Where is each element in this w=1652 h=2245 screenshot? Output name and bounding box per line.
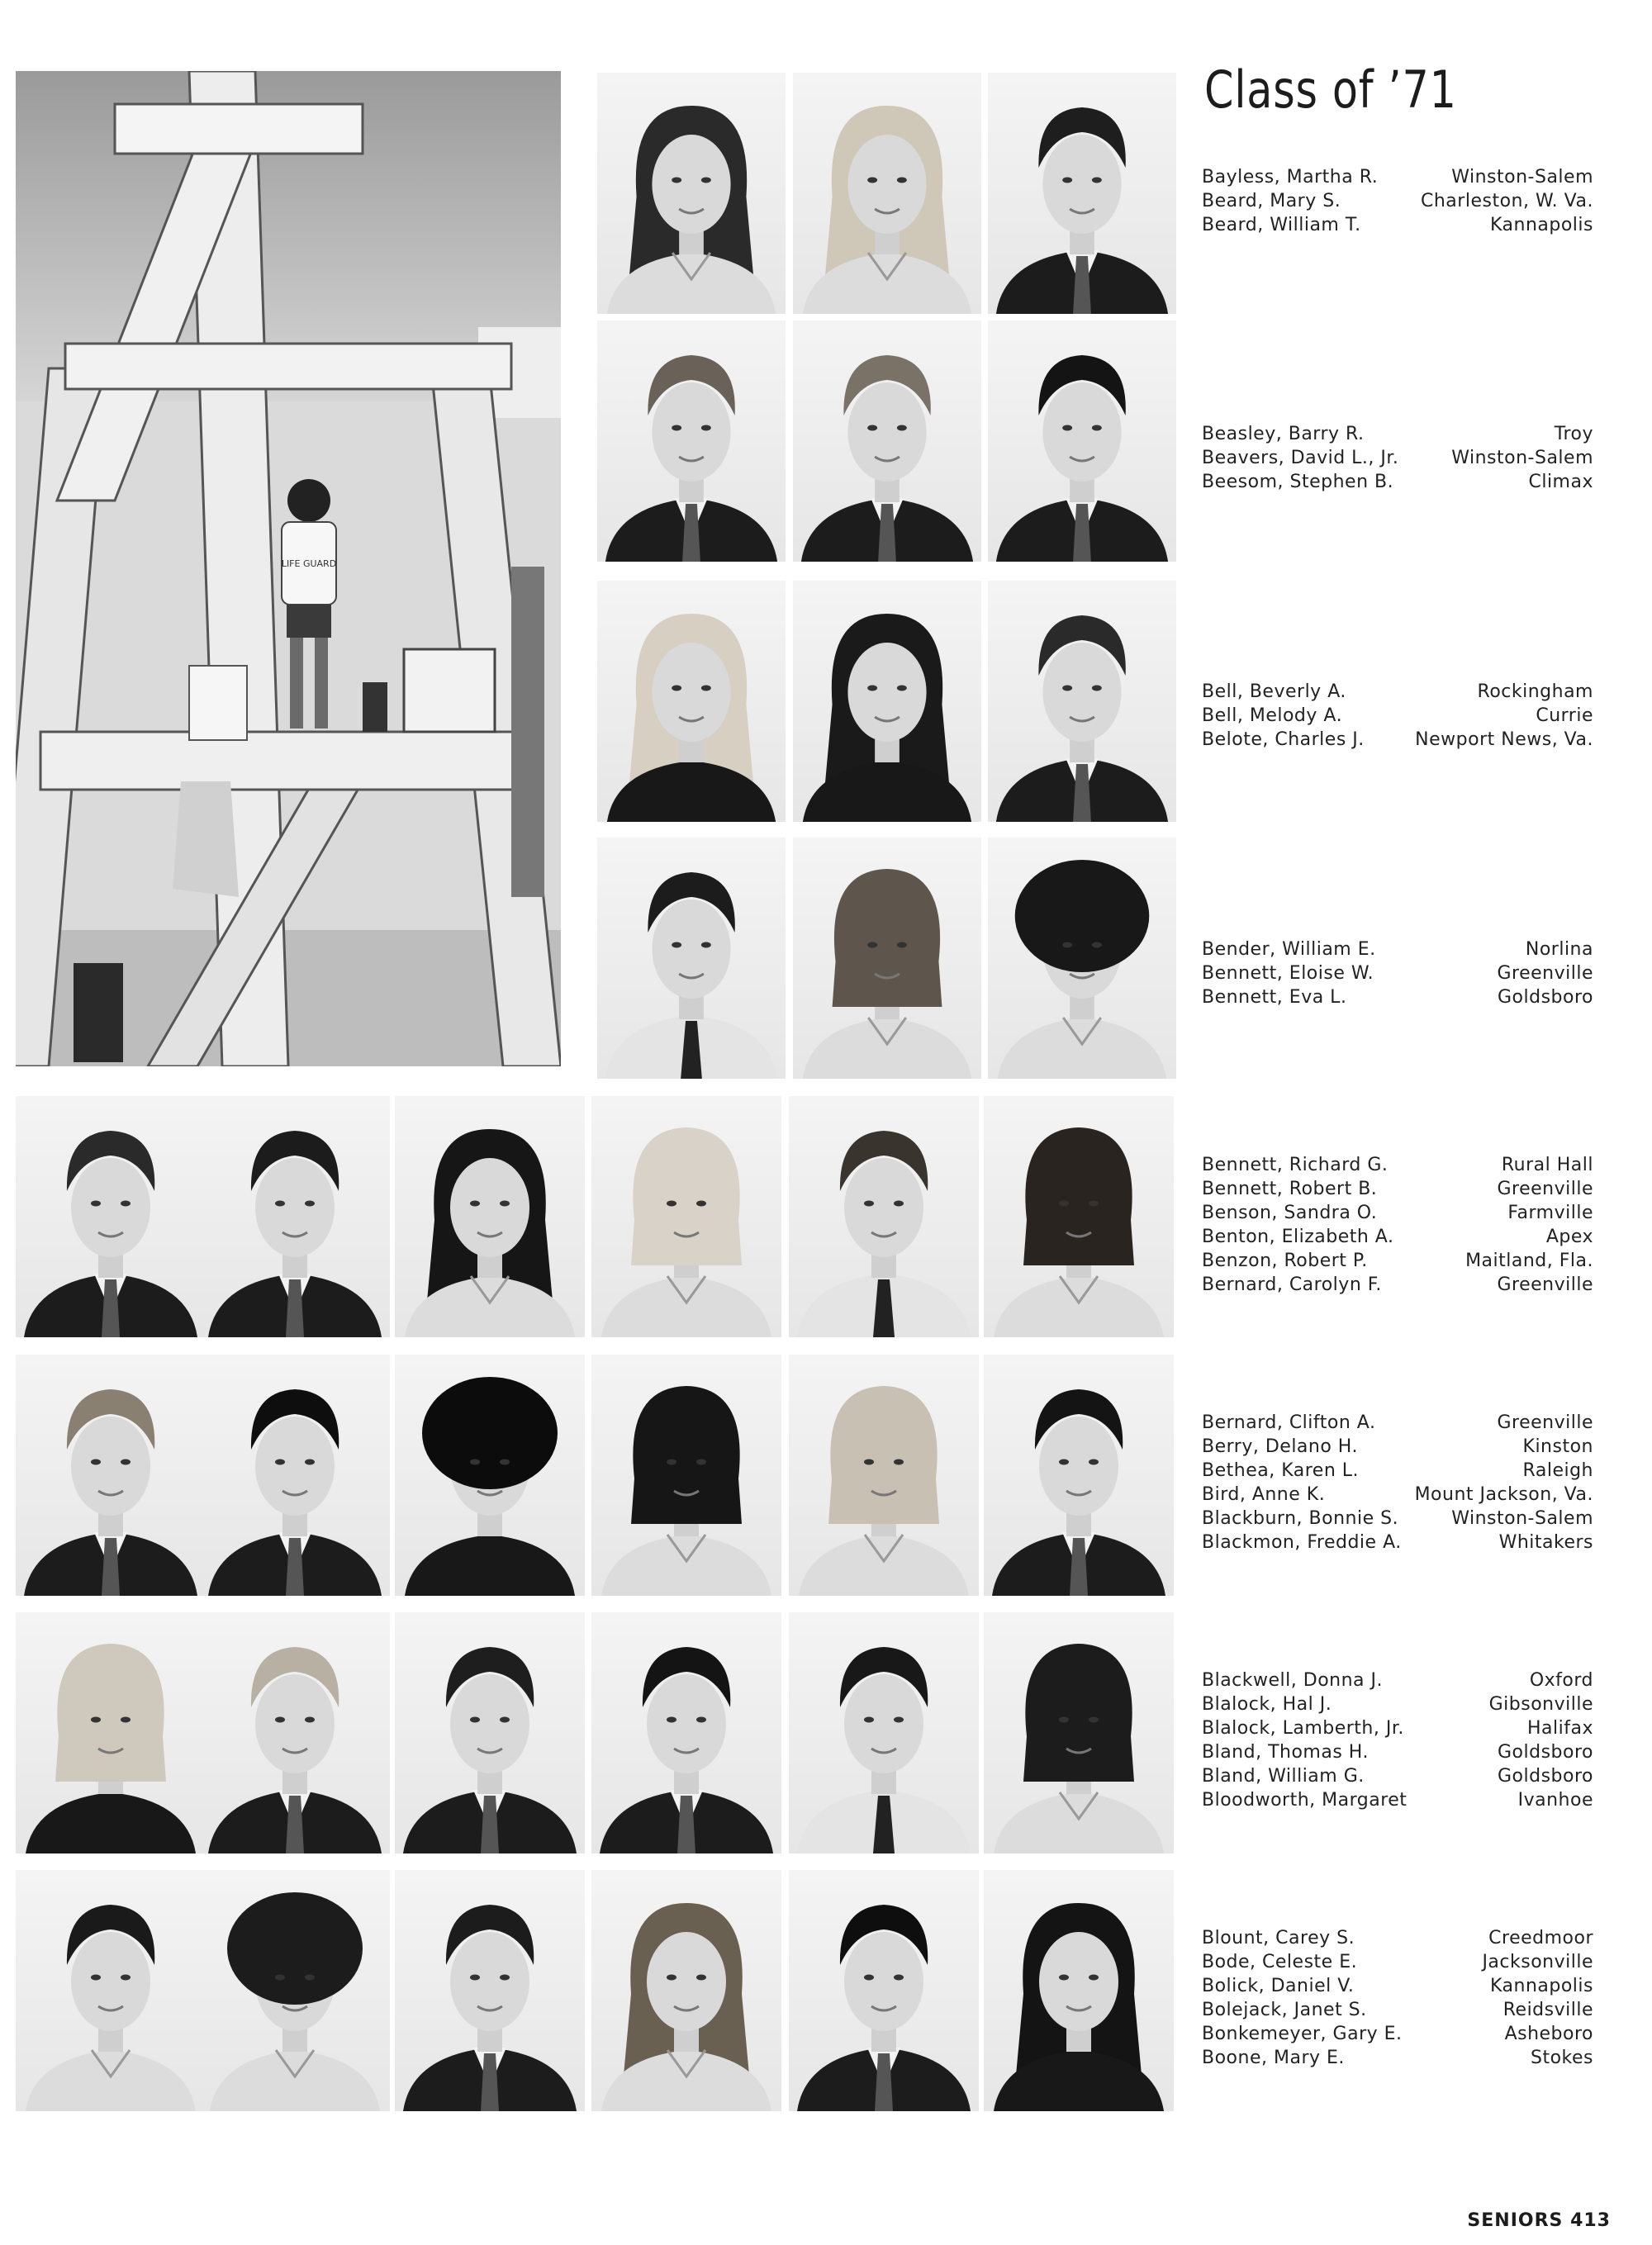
student-hometown: Greenville <box>1497 1274 1593 1295</box>
roster-entry <box>1202 728 1593 752</box>
student-name: Beesom, Stephen B. <box>1202 472 1394 492</box>
student-hometown: Reidsville <box>1502 2000 1593 2020</box>
student-name: Bland, Thomas H. <box>1202 1742 1369 1763</box>
student-portrait <box>789 1870 979 2111</box>
student-portrait <box>591 1096 781 1337</box>
roster-entry <box>1202 422 1593 446</box>
student-name: Bonkemeyer, Gary E. <box>1202 2024 1403 2044</box>
student-portrait <box>984 1096 1174 1337</box>
roster-entry <box>1202 961 1593 985</box>
student-hometown: Farmville <box>1507 1203 1593 1223</box>
student-portrait <box>984 1870 1174 2111</box>
roster-entry <box>1202 1273 1593 1297</box>
student-name: Bloodworth, Margaret <box>1202 1790 1408 1811</box>
roster-entry <box>1202 680 1593 704</box>
student-name: Bolejack, Janet S. <box>1202 2000 1367 2020</box>
student-hometown: Oxford <box>1529 1670 1593 1691</box>
student-hometown: Goldsboro <box>1498 1742 1593 1763</box>
student-hometown: Newport News, Va. <box>1415 729 1593 750</box>
roster-entry <box>1202 1974 1593 1998</box>
roster-entry <box>1202 1926 1593 1950</box>
roster-entry <box>1202 1411 1593 1435</box>
roster-entry <box>1202 1764 1593 1788</box>
student-portrait <box>200 1355 390 1596</box>
roster-entry <box>1202 1459 1593 1483</box>
page-number: 413 <box>1570 2210 1611 2231</box>
student-name: Benson, Sandra O. <box>1202 1203 1378 1223</box>
roster-entry <box>1202 446 1593 470</box>
student-name: Bennett, Eloise W. <box>1202 963 1374 984</box>
student-hometown: Climax <box>1528 472 1593 492</box>
student-hometown: Halifax <box>1527 1718 1593 1739</box>
student-hometown: Apex <box>1545 1227 1593 1247</box>
roster-entry <box>1202 1177 1593 1201</box>
student-portrait <box>597 73 786 314</box>
student-portrait <box>395 1096 585 1337</box>
student-portrait <box>16 1612 206 1853</box>
student-hometown: Creedmoor <box>1488 1928 1593 1948</box>
roster-group <box>1202 1926 1593 2070</box>
student-name: Blalock, Hal J. <box>1202 1694 1332 1715</box>
student-portrait <box>988 581 1176 822</box>
student-name: Bell, Melody A. <box>1202 705 1343 726</box>
student-hometown: Greenville <box>1497 963 1593 984</box>
roster-group <box>1202 1153 1593 1297</box>
student-hometown: Charleston, W. Va. <box>1421 191 1593 211</box>
student-name: Bird, Anne K. <box>1202 1484 1326 1505</box>
student-name: Bode, Celeste E. <box>1202 1952 1358 1972</box>
roster-entry <box>1202 1531 1593 1554</box>
section-label: SENIORS <box>1467 2210 1564 2231</box>
student-name: Blalock, Lamberth, Jr. <box>1202 1718 1404 1739</box>
student-portrait <box>200 1612 390 1853</box>
student-name: Beard, Mary S. <box>1202 191 1341 211</box>
roster-entry <box>1202 1788 1593 1812</box>
student-hometown: Rockingham <box>1477 681 1593 702</box>
student-portrait <box>591 1355 781 1596</box>
student-hometown: Goldsboro <box>1498 1766 1593 1787</box>
student-name: Blackburn, Bonnie S. <box>1202 1508 1399 1529</box>
student-hometown: Norlina <box>1525 939 1593 960</box>
student-hometown: Winston-Salem <box>1451 1508 1593 1529</box>
student-name: Beasley, Barry R. <box>1202 424 1365 444</box>
student-hometown: Jacksonville <box>1482 1952 1593 1972</box>
student-portrait <box>16 1870 206 2111</box>
student-portrait <box>789 1612 979 1853</box>
student-hometown: Rural Hall <box>1501 1155 1593 1175</box>
student-name: Benton, Elizabeth A. <box>1202 1227 1394 1247</box>
student-portrait <box>591 1870 781 2111</box>
roster-entry <box>1202 2046 1593 2070</box>
student-name: Bethea, Karen L. <box>1202 1460 1360 1481</box>
lifeguard-shirt-text: LIFE GUARD <box>281 558 337 569</box>
student-portrait <box>789 1096 979 1337</box>
student-name: Bennett, Robert B. <box>1202 1179 1378 1199</box>
student-hometown: Whitakers <box>1498 1532 1593 1553</box>
student-hometown: Currie <box>1536 705 1593 726</box>
student-name: Bender, William E. <box>1202 939 1376 960</box>
student-portrait <box>395 1612 585 1853</box>
student-name: Benzon, Robert P. <box>1202 1251 1368 1271</box>
student-name: Bernard, Carolyn F. <box>1202 1274 1382 1295</box>
student-portrait <box>200 1096 390 1337</box>
student-hometown: Kannapolis <box>1489 1976 1593 1996</box>
student-portrait <box>793 838 981 1079</box>
student-portrait <box>984 1355 1174 1596</box>
student-hometown: Winston-Salem <box>1451 448 1593 468</box>
student-portrait <box>793 581 981 822</box>
student-hometown: Troy <box>1554 424 1593 444</box>
roster-entry <box>1202 1249 1593 1273</box>
student-hometown: Maitland, Fla. <box>1465 1251 1593 1271</box>
roster-group <box>1202 422 1593 494</box>
student-portrait <box>988 838 1176 1079</box>
roster-entry <box>1202 1716 1593 1740</box>
student-name: Bernard, Clifton A. <box>1202 1412 1376 1433</box>
roster-entry <box>1202 985 1593 1009</box>
roster-entry <box>1202 470 1593 494</box>
student-portrait <box>789 1355 979 1596</box>
roster-entry <box>1202 1950 1593 1974</box>
roster-entry <box>1202 1153 1593 1177</box>
page-title: Class of ’71 <box>1204 59 1457 120</box>
student-hometown: Asheboro <box>1504 2024 1593 2044</box>
student-portrait <box>591 1612 781 1853</box>
student-name: Bolick, Daniel V. <box>1202 1976 1355 1996</box>
student-portrait <box>597 581 786 822</box>
student-hometown: Kinston <box>1522 1436 1593 1457</box>
student-hometown: Kannapolis <box>1489 215 1593 235</box>
page-footer <box>1467 2210 1611 2231</box>
roster-group <box>1202 680 1593 752</box>
roster-entry <box>1202 1507 1593 1531</box>
student-name: Beard, William T. <box>1202 215 1361 235</box>
roster-entry <box>1202 1740 1593 1764</box>
student-name: Bennett, Eva L. <box>1202 987 1347 1008</box>
roster-group <box>1202 1411 1593 1554</box>
student-name: Bennett, Richard G. <box>1202 1155 1389 1175</box>
student-name: Bayless, Martha R. <box>1202 167 1379 187</box>
roster-entry <box>1202 1998 1593 2022</box>
student-portrait <box>988 73 1176 314</box>
student-portrait <box>395 1870 585 2111</box>
roster-entry <box>1202 1201 1593 1225</box>
student-name: Bland, William G. <box>1202 1766 1365 1787</box>
student-hometown: Raleigh <box>1522 1460 1593 1481</box>
student-portrait <box>200 1870 390 2111</box>
student-portrait <box>988 320 1176 562</box>
roster-entry <box>1202 1225 1593 1249</box>
student-portrait <box>16 1096 206 1337</box>
feature-photo-lifeguard-stand <box>16 71 561 1066</box>
student-name: Blackwell, Donna J. <box>1202 1670 1384 1691</box>
roster-entry <box>1202 165 1593 189</box>
student-name: Bell, Beverly A. <box>1202 681 1346 702</box>
student-hometown: Gibsonville <box>1488 1694 1593 1715</box>
student-name: Boone, Mary E. <box>1202 2048 1345 2068</box>
student-hometown: Winston-Salem <box>1451 167 1593 187</box>
student-portrait <box>793 73 981 314</box>
roster-group <box>1202 937 1593 1009</box>
roster-entry <box>1202 2022 1593 2046</box>
roster-entry <box>1202 1483 1593 1507</box>
student-hometown: Ivanhoe <box>1517 1790 1593 1811</box>
student-hometown: Stokes <box>1530 2048 1593 2068</box>
student-portrait <box>395 1355 585 1596</box>
student-portrait <box>984 1612 1174 1853</box>
student-name: Belote, Charles J. <box>1202 729 1365 750</box>
student-portrait <box>793 320 981 562</box>
student-hometown: Mount Jackson, Va. <box>1414 1484 1593 1505</box>
roster-entry <box>1202 1435 1593 1459</box>
roster-entry <box>1202 189 1593 213</box>
student-portrait <box>597 838 786 1079</box>
roster-entry <box>1202 937 1593 961</box>
roster-entry <box>1202 704 1593 728</box>
student-name: Blackmon, Freddie A. <box>1202 1532 1402 1553</box>
roster-group <box>1202 165 1593 237</box>
student-name: Beavers, David L., Jr. <box>1202 448 1399 468</box>
student-name: Berry, Delano H. <box>1202 1436 1358 1457</box>
student-hometown: Greenville <box>1497 1179 1593 1199</box>
student-hometown: Greenville <box>1497 1412 1593 1433</box>
roster-entry <box>1202 1692 1593 1716</box>
student-portrait <box>16 1355 206 1596</box>
roster-entry <box>1202 213 1593 237</box>
student-portrait <box>597 320 786 562</box>
student-name: Blount, Carey S. <box>1202 1928 1355 1948</box>
roster-entry <box>1202 1668 1593 1692</box>
student-hometown: Goldsboro <box>1498 987 1593 1008</box>
roster-group <box>1202 1668 1593 1812</box>
